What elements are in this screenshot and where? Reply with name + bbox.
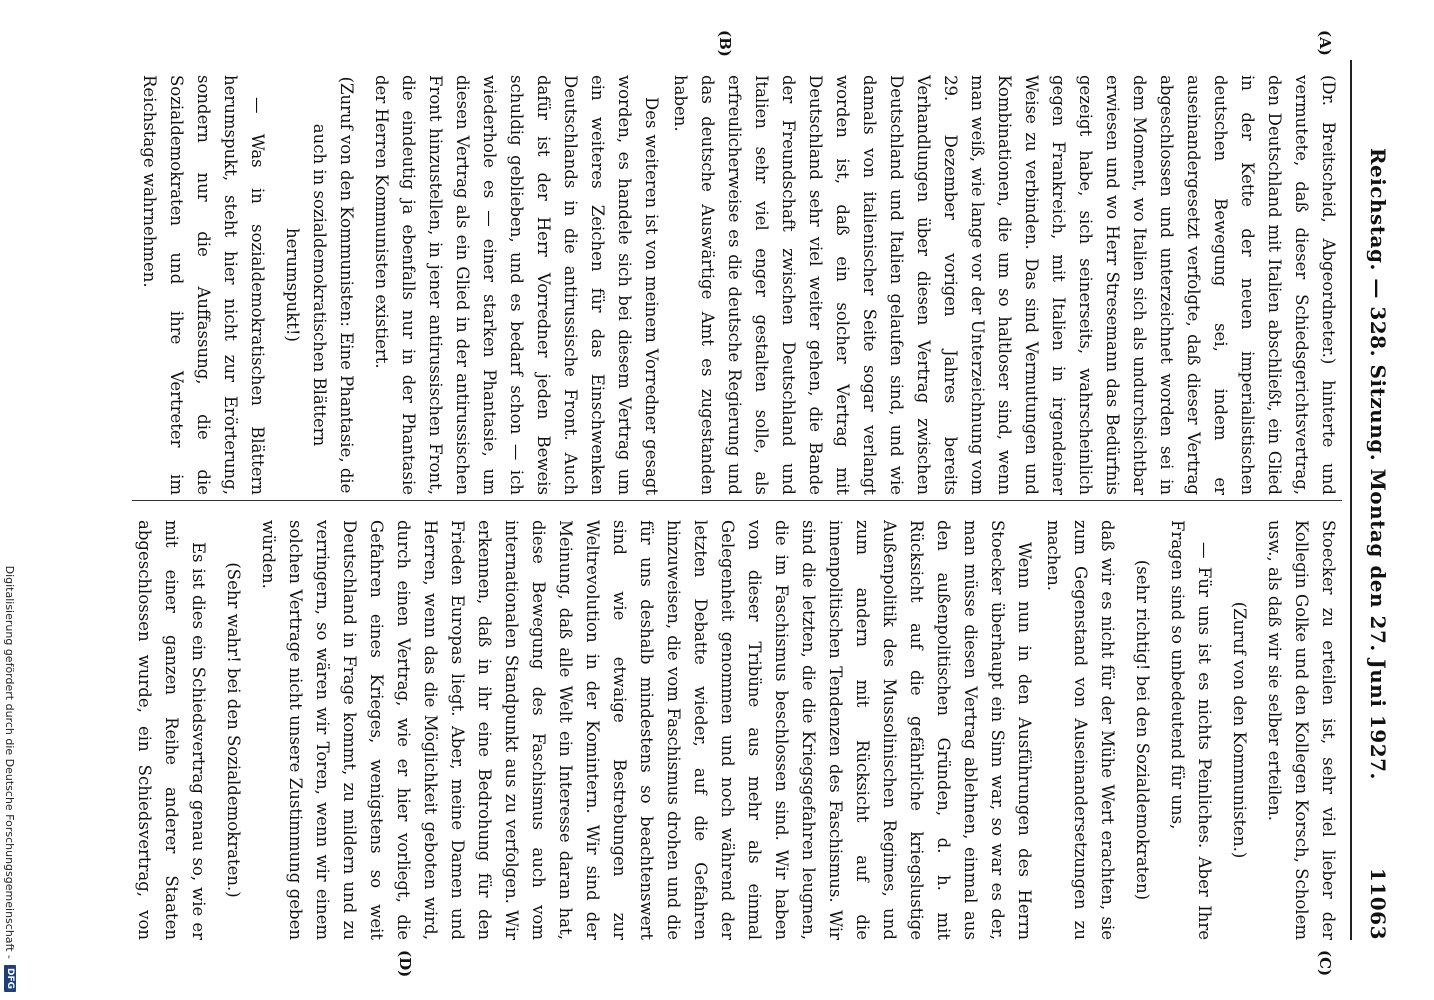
paragraph: Des weiteren ist von meinem Vorredner gesagt worden, es handele sich bei diesem Vertrag um ein weiteres Zeichen für das Einschwenken Deutschlands in die antirussische Front. Auch dafür ist der Herr Vorredner jeden Beweis schuldig geblieben, und es bedarf schon — ich wiederhole es — einer starken Phantasie, um diesen Vertrag als ein Glied in der antirussischen Front hinzustellen, in jener antirussischen Front, die eindeutig ja ebenfalls nur in der Phantasie der Herren Kommunisten existiert. [372, 75, 661, 495]
paragraph: daß wir es nicht für der Mühe Wert erachten, sie zum Gegenstand von Auseinandersetzungen zu machen. [1044, 520, 1117, 940]
margin-marker-d: (D) [396, 950, 414, 978]
left-column [132, 75, 1342, 495]
interjection: (Zuruf von den Kommunisten: Eine Phantasie, die auch in sozialdemokratischen Blättern herumspukt!) [283, 76, 356, 494]
header-title: Reichstag. — 328. Sitzung. Montag den 27. Juni 1927. [1366, 147, 1390, 781]
paragraph: — Was in sozialdemokratischen Blättern herumspukt, steht hier nicht zur Erörterung, sondern nur die Auffassung, die die Sozialdemokraten und ihre Vertreter im Reichstage wahrnehmen. [140, 75, 267, 495]
right-column [132, 520, 1342, 940]
margin-marker-b: (B) [716, 30, 734, 57]
interjection: (Zuruf von den Kommunisten.) [1230, 601, 1249, 859]
paragraph: — Für uns ist es nichts Peinliches. Aber Ihre Fragen sind so unbedeutend für uns, [1168, 520, 1214, 940]
margin-marker-c: (C) [1316, 950, 1334, 977]
header-rule [1350, 60, 1352, 940]
interjection: (Sehr wahr! bei den Sozialdemokraten.) [224, 562, 243, 898]
column-divider [132, 500, 1342, 501]
paragraph: Stoecker zu erteilen ist, sehr viel lieber der Kollegin Golke und den Kollegen Korsch, Scholem usw., als daß wir sie selber erteilen. [1265, 520, 1338, 940]
paragraph: Es ist dies ein Schiedsvertrag genau so, wie er mit einer ganzen Reihe anderer Staaten abgeschlossen wurde, ein Schiedsvertrag, von [135, 520, 208, 940]
footer-text: Digitalisierung gefördert durch die Deutsche Forschungsgemeinschaft - [3, 565, 17, 959]
page-header [1358, 60, 1398, 940]
interjection: (sehr richtig! bei den Sozialdemokraten) [1133, 559, 1152, 901]
paragraph [132, 75, 134, 495]
digitization-footer [0, 0, 20, 1000]
margin-marker-a: (A) [1316, 30, 1334, 56]
dfg-logo: DFG [4, 965, 16, 992]
page-number: 11063 [1366, 867, 1390, 940]
paragraph: Wenn nun in den Ausführungen des Herrn Stoecker überhaupt ein Sinn war, so war es der, man müsse diesen Vertrag ablehnen, einmal aus den außenpolitischen Gründen, d. h. mit Rücksicht auf die gefährliche kriegslustige Außenpolitik des Mussolinischen Regimes, und zum andern mit Rücksicht auf die innenpolitischen Tendenzen des Faschismus. Wir sind die letzten, die die Kriegsgefahren leugnen, die im Faschismus beschlossen sind. Wir haben von dieser Tribüne aus mehr als einmal Gelegenheit genommen und noch während der letzten Debatte wieder, auf die Gefahren hinzuweisen, die vom Faschismus drohen und die für uns deshalb mindestens so beachtenswert sind wie etwaige Bestrebungen zur Weltrevolution in der Komintern. Wir sind der Meinung, daß alle Welt ein Interesse daran hat, diese Bewegung des Faschismus auch vom internationalen Standpunkt aus zu verfolgen. Wir erkennen, daß in ihr eine Bedrohung für den Frieden Europas liegt. Aber, meine Damen und Herren, wenn das die Möglichkeit geboten wird, durch einen Vertrag, wie er hier vorliegt, die Gefahren eines Krieges, wenigstens so weit Deutschland in Frage kommt, zu mildern und zu verringern, so wären wir Toren, wenn wir einem solchen Vertrage nicht unsere Zustimmung geben würden. [259, 520, 1034, 940]
paragraph: (Dr. Breitscheid, Abgeordneter.) hinterte und vermutete, daß dieser Schiedsgerichtsvertrag, den Deutschland mit Italien abschließt, ein Glied in der Kette der neuen imperialistischen deutschen Bewegung sei, indem er auseinandergesetzt verfolgte, daß dieser Vertrag abgeschlossen und unterzeichnet worden sei in dem Moment, wo Italien sich als undurchsichtbar erwiesen und wo Herr Stresemann das Bedürfnis gezeigt habe, sich seinerseits, wahrscheinlich gegen Frankreich, mit Italien in irgendeiner Weise zu verbinden. Das sind Vermutungen und Kombinationen, die um so haltloser sind, wenn man weiß, wie lange vor der Unterzeichnung vom 29. Dezember vorigen Jahres bereits Verhandlungen über diesen Vertrag zwischen Deutschland und Italien gelaufen sind, und wie damals von italienischer Seite sogar verlangt worden ist, daß ein solcher Vertrag mit Deutschland sehr viel weiter gehen, die Bande der Freundschaft zwischen Deutschland und Italien sehr viel enger gestalten solle, als erfreulicherweise es die deutsche Regierung und das deutsche Auswärtige Amt es zugestanden haben. [671, 75, 1338, 495]
